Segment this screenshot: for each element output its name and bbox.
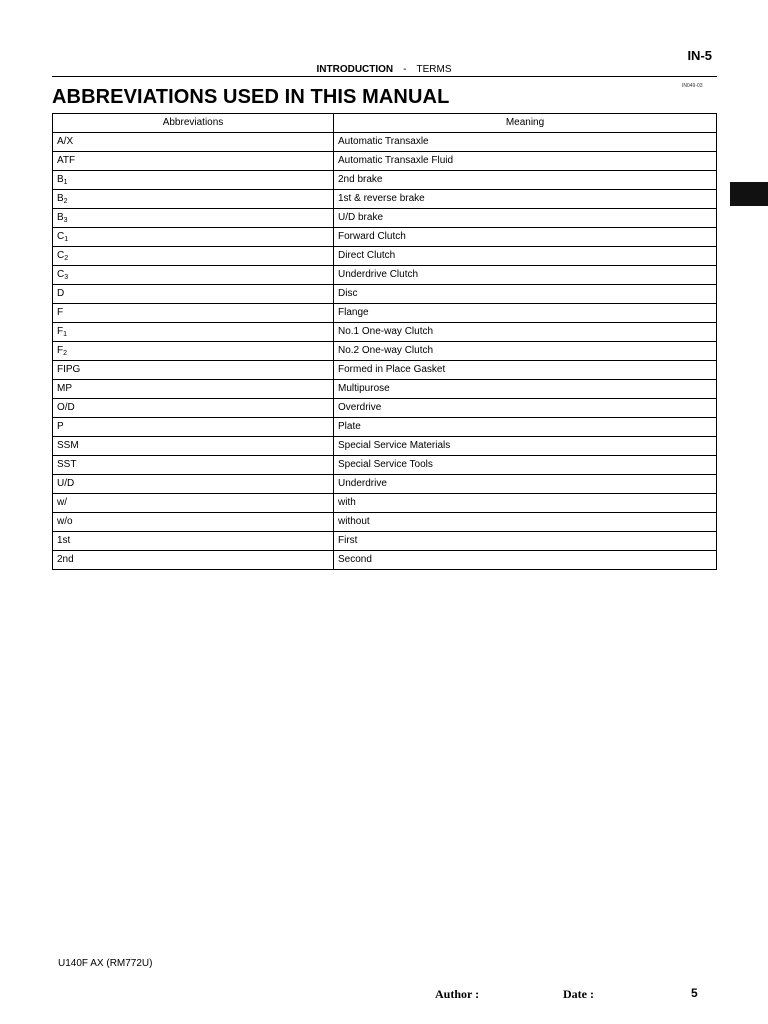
abbreviation-text: SSM — [57, 440, 79, 451]
table-row — [53, 152, 717, 171]
abbreviation-cell — [53, 399, 334, 418]
meaning-cell: 1st & reverse brake — [334, 190, 717, 209]
table-row — [53, 399, 717, 418]
abbreviation-text: P — [57, 421, 64, 432]
abbreviation-subscript: 3 — [64, 274, 69, 281]
abbreviation-cell — [53, 456, 334, 475]
abbreviation-cell — [53, 475, 334, 494]
table-row — [53, 494, 717, 513]
table-body — [53, 133, 717, 570]
abbreviation-text: ATF — [57, 155, 76, 166]
table-row — [53, 475, 717, 494]
abbreviation-cell — [53, 361, 334, 380]
section-side-tab — [730, 182, 768, 206]
table-row — [53, 133, 717, 152]
abbreviation-subscript: 2 — [63, 350, 68, 357]
header-subsection: TERMS — [416, 64, 452, 75]
abbreviation-text: A/X — [57, 136, 74, 147]
abbreviation-text: F — [57, 326, 64, 337]
abbreviation-cell — [53, 437, 334, 456]
table-row — [53, 418, 717, 437]
table-row — [53, 437, 717, 456]
abbreviation-cell — [53, 494, 334, 513]
abbreviation-cell — [53, 209, 334, 228]
table-row — [53, 190, 717, 209]
abbreviation-text: 2nd — [57, 554, 74, 565]
abbreviation-cell — [53, 247, 334, 266]
meaning-cell: Disc — [334, 285, 717, 304]
abbreviation-text: B — [57, 212, 64, 223]
abbreviation-cell — [53, 228, 334, 247]
table-row — [53, 266, 717, 285]
table-row — [53, 361, 717, 380]
meaning-cell: Underdrive — [334, 475, 717, 494]
abbreviation-text: B — [57, 193, 64, 204]
abbreviation-cell — [53, 285, 334, 304]
page-title: ABBREVIATIONS USED IN THIS MANUAL — [52, 86, 450, 108]
meaning-cell: No.2 One-way Clutch — [334, 342, 717, 361]
meaning-cell: Underdrive Clutch — [334, 266, 717, 285]
abbreviation-text: C — [57, 231, 65, 242]
footer-author-label: Author : — [435, 987, 480, 1001]
abbreviation-text: FIPG — [57, 364, 81, 375]
abbreviation-cell — [53, 323, 334, 342]
footer-page-number: 5 — [691, 986, 698, 1000]
table-row — [53, 285, 717, 304]
meaning-cell: Flange — [334, 304, 717, 323]
abbreviation-subscript: 3 — [63, 217, 68, 224]
abbreviation-text: w/o — [57, 516, 73, 527]
meaning-cell: First — [334, 532, 717, 551]
abbreviation-subscript: 1 — [63, 331, 68, 338]
meaning-cell: Automatic Transaxle Fluid — [334, 152, 717, 171]
abbreviation-text: C — [57, 269, 65, 280]
footer-date-label: Date : — [563, 987, 594, 1001]
abbreviation-cell — [53, 171, 334, 190]
abbreviations-table — [52, 113, 717, 570]
running-header — [0, 64, 768, 75]
meaning-cell: Plate — [334, 418, 717, 437]
meaning-cell: 2nd brake — [334, 171, 717, 190]
table-row — [53, 513, 717, 532]
abbreviation-cell — [53, 532, 334, 551]
abbreviation-text: F — [57, 345, 64, 356]
meaning-cell: Automatic Transaxle — [334, 133, 717, 152]
abbreviation-text: B — [57, 174, 64, 185]
meaning-cell: U/D brake — [334, 209, 717, 228]
table-row — [53, 247, 717, 266]
abbreviation-text: SST — [57, 459, 77, 470]
table-header-row — [53, 114, 717, 133]
abbreviation-cell — [53, 133, 334, 152]
abbreviation-cell — [53, 418, 334, 437]
abbreviation-text: MP — [57, 383, 72, 394]
table-row — [53, 456, 717, 475]
table-row — [53, 551, 717, 570]
abbreviation-cell — [53, 190, 334, 209]
meaning-cell: Special Service Tools — [334, 456, 717, 475]
table-row — [53, 380, 717, 399]
abbreviation-cell — [53, 266, 334, 285]
abbreviation-text: F — [57, 307, 64, 318]
header-separator: - — [403, 64, 407, 75]
table-row — [53, 304, 717, 323]
abbreviation-cell — [53, 551, 334, 570]
table-row — [53, 228, 717, 247]
meaning-cell: Special Service Materials — [334, 437, 717, 456]
table-row — [53, 323, 717, 342]
abbreviation-subscript: 1 — [64, 236, 69, 243]
table-row — [53, 171, 717, 190]
abbreviation-text: w/ — [57, 497, 67, 508]
abbreviation-subscript: 2 — [63, 198, 68, 205]
abbreviation-subscript: 1 — [63, 179, 68, 186]
abbreviation-text: 1st — [57, 535, 71, 546]
column-header-abbreviations: Abbreviations — [53, 114, 334, 133]
footer-model: U140F AX (RM772U) — [58, 958, 153, 969]
abbreviation-cell — [53, 152, 334, 171]
column-header-meaning: Meaning — [334, 114, 717, 133]
meaning-cell: Direct Clutch — [334, 247, 717, 266]
meaning-cell: Overdrive — [334, 399, 717, 418]
meaning-cell: Formed in Place Gasket — [334, 361, 717, 380]
meaning-cell: No.1 One-way Clutch — [334, 323, 717, 342]
meaning-cell: Forward Clutch — [334, 228, 717, 247]
header-rule — [52, 76, 717, 77]
abbreviation-text: D — [57, 288, 65, 299]
table-row — [53, 342, 717, 361]
meaning-cell: with — [334, 494, 717, 513]
header-section: INTRODUCTION — [316, 64, 394, 75]
abbreviation-text: O/D — [57, 402, 75, 413]
meaning-cell: without — [334, 513, 717, 532]
meaning-cell: Second — [334, 551, 717, 570]
table-row — [53, 532, 717, 551]
abbreviation-subscript: 2 — [64, 255, 69, 262]
abbreviation-cell — [53, 513, 334, 532]
abbreviation-cell — [53, 342, 334, 361]
abbreviation-cell — [53, 380, 334, 399]
abbreviation-cell — [53, 304, 334, 323]
page-code: IN-5 — [687, 48, 712, 63]
meaning-cell: Multipurose — [334, 380, 717, 399]
abbreviation-text: U/D — [57, 478, 75, 489]
table-row — [53, 209, 717, 228]
doc-code: IN049-03 — [682, 83, 703, 89]
abbreviation-text: C — [57, 250, 65, 261]
